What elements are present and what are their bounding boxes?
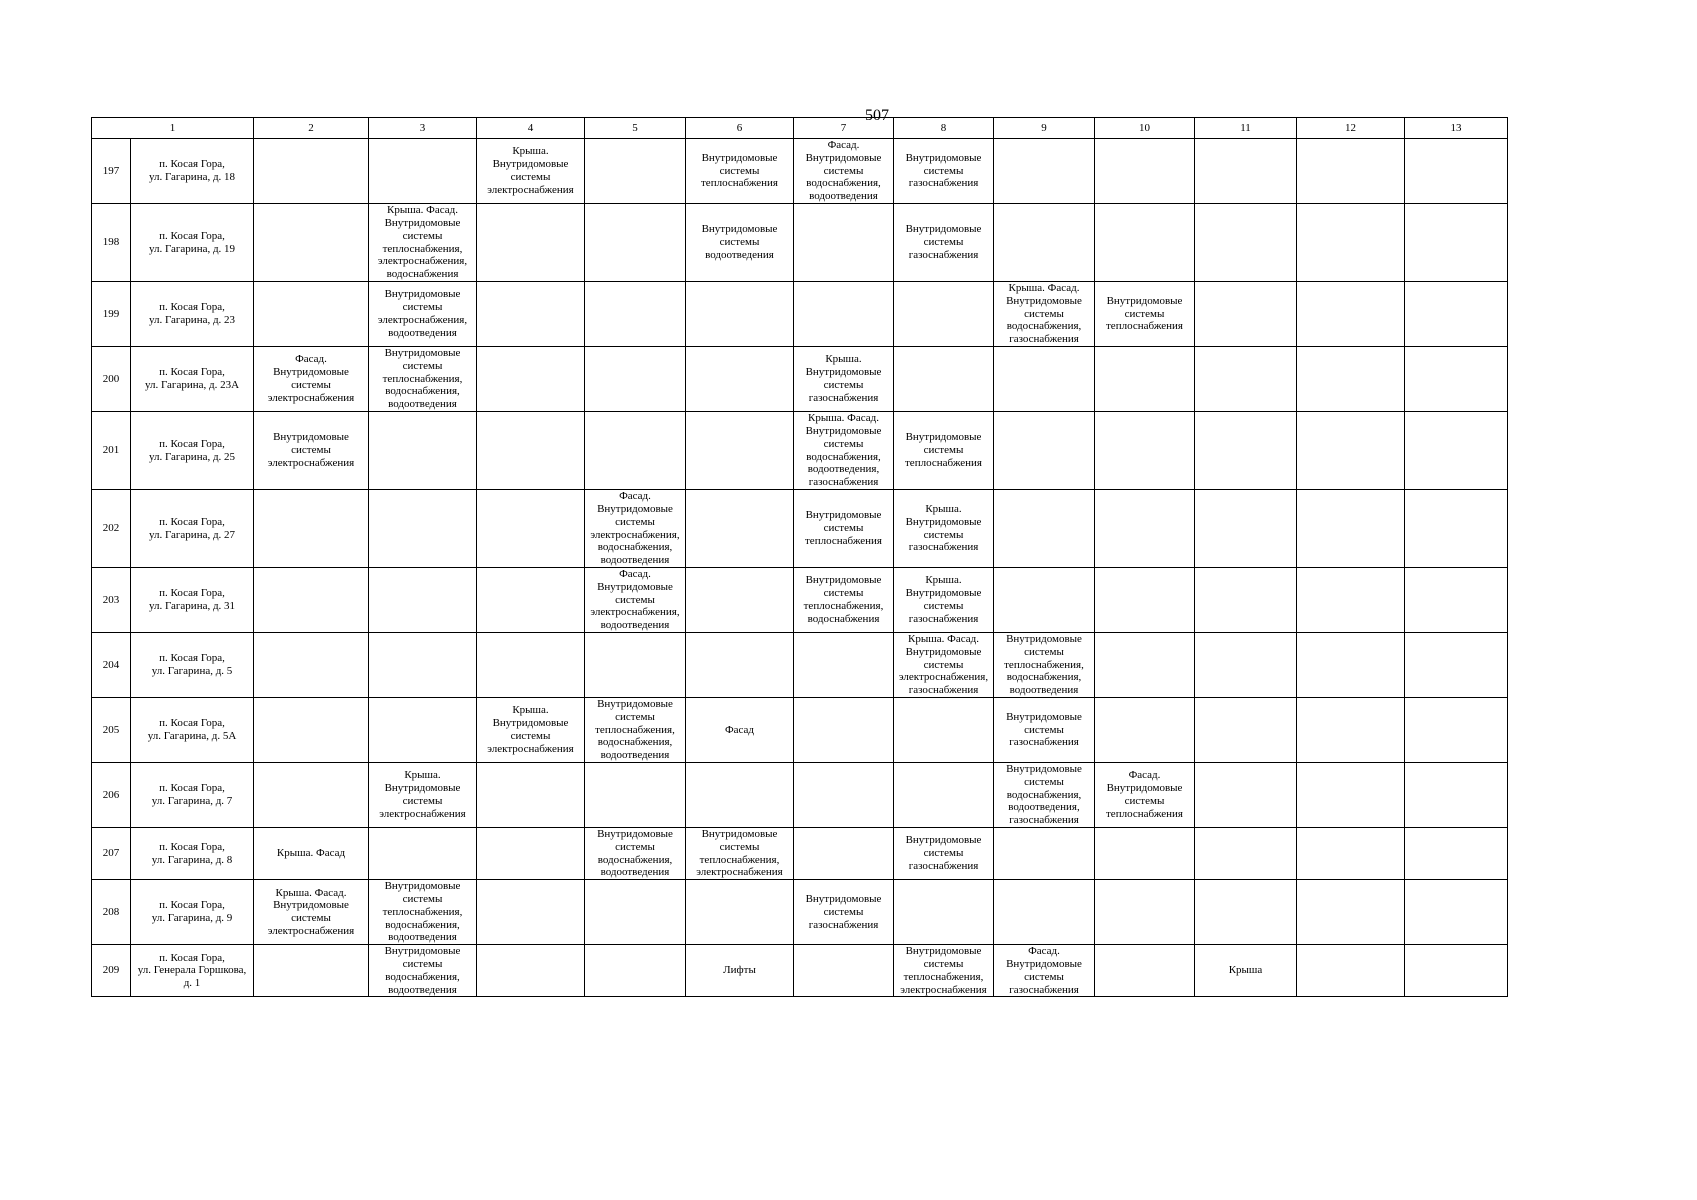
row-number-cell: 201: [92, 412, 131, 490]
work-type-cell: [585, 139, 686, 204]
work-type-cell: Фасад. Внутридомовые системы теплоснабжения: [1095, 763, 1195, 828]
table-row: [92, 828, 1508, 880]
work-type-cell: [1405, 568, 1508, 633]
work-type-cell: [1297, 828, 1405, 880]
work-type-cell: [1095, 139, 1195, 204]
table-row: [92, 698, 1508, 763]
work-type-cell: [1297, 412, 1405, 490]
work-type-cell: [994, 490, 1095, 568]
address-cell: п. Косая Гора, ул. Гагарина, д. 18: [131, 139, 254, 204]
work-type-cell: [1405, 204, 1508, 282]
work-type-cell: [1195, 880, 1297, 945]
work-type-cell: [686, 633, 794, 698]
column-number-cell: 11: [1195, 118, 1297, 139]
work-type-cell: [994, 139, 1095, 204]
work-type-cell: [1095, 347, 1195, 412]
work-type-cell: Крыша. Фасад. Внутридомовые системы водоснабжения, водоотведения, газоснабжения: [794, 412, 894, 490]
work-type-cell: Фасад. Внутридомовые системы газоснабжения: [994, 945, 1095, 997]
work-type-cell: Внутридомовые системы теплоснабжения, водоснабжения, водоотведения: [369, 880, 477, 945]
work-type-cell: [369, 490, 477, 568]
column-number-cell: 9: [994, 118, 1095, 139]
work-type-cell: [794, 698, 894, 763]
work-type-cell: [686, 568, 794, 633]
work-type-cell: [1195, 139, 1297, 204]
work-type-cell: Внутридомовые системы теплоснабжения, водоснабжения, водоотведения: [585, 698, 686, 763]
work-type-cell: [794, 828, 894, 880]
work-type-cell: [585, 412, 686, 490]
work-type-cell: [1405, 763, 1508, 828]
work-type-cell: [794, 763, 894, 828]
work-type-cell: [369, 412, 477, 490]
table-row: [92, 282, 1508, 347]
work-type-cell: [1195, 347, 1297, 412]
work-type-cell: [1095, 698, 1195, 763]
work-type-cell: Внутридомовые системы водоснабжения, водоотведения: [369, 945, 477, 997]
work-type-cell: Крыша. Внутридомовые системы газоснабжения: [794, 347, 894, 412]
address-cell: п. Косая Гора, ул. Гагарина, д. 19: [131, 204, 254, 282]
work-type-cell: [254, 490, 369, 568]
work-type-cell: [477, 412, 585, 490]
table-row: [92, 633, 1508, 698]
work-type-cell: [1405, 828, 1508, 880]
work-type-cell: [994, 204, 1095, 282]
address-cell: п. Косая Гора, ул. Генерала Горшкова, д. 1: [131, 945, 254, 997]
work-type-cell: Фасад. Внутридомовые системы электроснабжения: [254, 347, 369, 412]
row-number-cell: 209: [92, 945, 131, 997]
address-cell: п. Косая Гора, ул. Гагарина, д. 25: [131, 412, 254, 490]
work-type-cell: [1195, 698, 1297, 763]
address-cell: п. Косая Гора, ул. Гагарина, д. 9: [131, 880, 254, 945]
work-type-cell: [254, 568, 369, 633]
work-type-cell: [1297, 347, 1405, 412]
work-type-cell: [477, 490, 585, 568]
work-type-cell: [369, 633, 477, 698]
work-type-cell: [1405, 880, 1508, 945]
work-type-cell: [369, 698, 477, 763]
address-cell: п. Косая Гора, ул. Гагарина, д. 23А: [131, 347, 254, 412]
column-number-cell: 8: [894, 118, 994, 139]
work-type-cell: [1405, 412, 1508, 490]
work-type-cell: Внутридомовые системы теплоснабжения: [1095, 282, 1195, 347]
work-type-cell: Фасад: [686, 698, 794, 763]
row-number-cell: 206: [92, 763, 131, 828]
work-type-cell: [1195, 828, 1297, 880]
table-body: [92, 118, 1508, 997]
work-type-cell: Крыша. Внутридомовые системы электроснабжения: [477, 698, 585, 763]
work-type-cell: [686, 282, 794, 347]
work-type-cell: [477, 347, 585, 412]
work-type-cell: [254, 763, 369, 828]
work-type-cell: [254, 945, 369, 997]
work-type-cell: [1195, 633, 1297, 698]
work-type-cell: [1095, 568, 1195, 633]
work-type-cell: Внутридомовые системы водоснабжения, водоотведения, газоснабжения: [994, 763, 1095, 828]
work-type-cell: [477, 633, 585, 698]
row-number-cell: 199: [92, 282, 131, 347]
column-number-cell: 2: [254, 118, 369, 139]
work-type-cell: Внутридомовые системы газоснабжения: [894, 204, 994, 282]
work-type-cell: [1095, 204, 1195, 282]
table-row: [92, 412, 1508, 490]
work-type-cell: Внутридомовые системы газоснабжения: [794, 880, 894, 945]
work-type-cell: [585, 204, 686, 282]
work-type-cell: [1405, 282, 1508, 347]
work-type-cell: [1297, 568, 1405, 633]
work-type-cell: [585, 282, 686, 347]
work-type-cell: [1195, 490, 1297, 568]
column-number-cell: 7: [794, 118, 894, 139]
work-type-cell: Крыша. Внутридомовые системы газоснабжения: [894, 568, 994, 633]
work-type-cell: Крыша. Фасад. Внутридомовые системы электроснабжения, газоснабжения: [894, 633, 994, 698]
work-type-cell: Крыша. Фасад: [254, 828, 369, 880]
row-number-cell: 200: [92, 347, 131, 412]
work-type-cell: Внутридомовые системы теплоснабжения, электроснабжения: [686, 828, 794, 880]
work-type-cell: [1095, 880, 1195, 945]
row-number-cell: 202: [92, 490, 131, 568]
work-type-cell: [1297, 698, 1405, 763]
row-number-cell: 203: [92, 568, 131, 633]
work-type-cell: [794, 633, 894, 698]
work-type-cell: [254, 204, 369, 282]
address-cell: п. Косая Гора, ул. Гагарина, д. 5: [131, 633, 254, 698]
work-type-cell: [686, 880, 794, 945]
table-row: [92, 880, 1508, 945]
work-type-cell: [1297, 282, 1405, 347]
work-type-cell: Лифты: [686, 945, 794, 997]
work-type-cell: [994, 412, 1095, 490]
work-type-cell: Внутридомовые системы водоотведения: [686, 204, 794, 282]
work-type-cell: [1405, 945, 1508, 997]
work-type-cell: [477, 828, 585, 880]
table-row: [92, 568, 1508, 633]
work-type-cell: [477, 880, 585, 945]
address-cell: п. Косая Гора, ул. Гагарина, д. 7: [131, 763, 254, 828]
work-type-cell: [1405, 698, 1508, 763]
table-row: [92, 347, 1508, 412]
row-number-cell: 204: [92, 633, 131, 698]
work-type-cell: [994, 347, 1095, 412]
work-type-cell: Внутридомовые системы теплоснабжения, водоснабжения, водоотведения: [994, 633, 1095, 698]
work-type-cell: Фасад. Внутридомовые системы электроснабжения, водоснабжения, водоотведения: [585, 490, 686, 568]
work-type-cell: Крыша. Внутридомовые системы газоснабжения: [894, 490, 994, 568]
work-type-cell: [1297, 204, 1405, 282]
building-repair-table: [91, 117, 1508, 997]
work-type-cell: [477, 763, 585, 828]
work-type-cell: [254, 282, 369, 347]
work-type-cell: [686, 490, 794, 568]
address-cell: п. Косая Гора, ул. Гагарина, д. 27: [131, 490, 254, 568]
work-type-cell: [1095, 633, 1195, 698]
work-type-cell: [794, 204, 894, 282]
work-type-cell: [1297, 633, 1405, 698]
work-type-cell: [254, 698, 369, 763]
work-type-cell: [585, 763, 686, 828]
work-type-cell: [894, 763, 994, 828]
page-number: 507: [865, 107, 889, 124]
work-type-cell: [254, 633, 369, 698]
table-row: [92, 204, 1508, 282]
work-type-cell: [477, 945, 585, 997]
work-type-cell: [477, 204, 585, 282]
address-cell: п. Косая Гора, ул. Гагарина, д. 23: [131, 282, 254, 347]
row-number-cell: 208: [92, 880, 131, 945]
column-number-cell: 13: [1405, 118, 1508, 139]
work-type-cell: [1195, 282, 1297, 347]
work-type-cell: [1195, 412, 1297, 490]
work-type-cell: [994, 880, 1095, 945]
work-type-cell: [686, 763, 794, 828]
column-number-cell: 6: [686, 118, 794, 139]
work-type-cell: Внутридомовые системы газоснабжения: [994, 698, 1095, 763]
work-type-cell: Внутридомовые системы теплоснабжения: [686, 139, 794, 204]
work-type-cell: [1095, 412, 1195, 490]
address-cell: п. Косая Гора, ул. Гагарина, д. 8: [131, 828, 254, 880]
column-number-cell: 4: [477, 118, 585, 139]
work-type-cell: Внутридомовые системы электроснабжения, водоотведения: [369, 282, 477, 347]
work-type-cell: [254, 139, 369, 204]
work-type-cell: [686, 412, 794, 490]
row-number-cell: 197: [92, 139, 131, 204]
table-row: [92, 490, 1508, 568]
work-type-cell: Внутридомовые системы теплоснабжения, водоснабжения: [794, 568, 894, 633]
work-type-cell: [369, 828, 477, 880]
work-type-cell: [1405, 633, 1508, 698]
table-row: [92, 763, 1508, 828]
work-type-cell: [894, 347, 994, 412]
work-type-cell: [1195, 763, 1297, 828]
work-type-cell: Внутридомовые системы водоснабжения, водоотведения: [585, 828, 686, 880]
work-type-cell: Внутридомовые системы газоснабжения: [894, 139, 994, 204]
work-type-cell: [585, 347, 686, 412]
work-type-cell: Крыша. Фасад. Внутридомовые системы электроснабжения: [254, 880, 369, 945]
work-type-cell: [794, 282, 894, 347]
work-type-cell: Внутридомовые системы газоснабжения: [894, 828, 994, 880]
work-type-cell: Крыша. Внутридомовые системы электроснабжения: [369, 763, 477, 828]
work-type-cell: [994, 568, 1095, 633]
row-number-cell: 205: [92, 698, 131, 763]
column-number-cell: 1: [92, 118, 254, 139]
work-type-cell: [1195, 568, 1297, 633]
work-type-cell: [794, 945, 894, 997]
column-number-cell: 3: [369, 118, 477, 139]
work-type-cell: [477, 282, 585, 347]
address-cell: п. Косая Гора, ул. Гагарина, д. 5А: [131, 698, 254, 763]
work-type-cell: [1297, 880, 1405, 945]
column-number-cell: 5: [585, 118, 686, 139]
work-type-cell: Внутридомовые системы теплоснабжения, электроснабжения: [894, 945, 994, 997]
work-type-cell: [1405, 139, 1508, 204]
work-type-cell: [1297, 490, 1405, 568]
work-type-cell: [477, 568, 585, 633]
work-type-cell: Внутридомовые системы электроснабжения: [254, 412, 369, 490]
work-type-cell: Крыша. Внутридомовые системы электроснабжения: [477, 139, 585, 204]
work-type-cell: [686, 347, 794, 412]
work-type-cell: [369, 139, 477, 204]
table-row: [92, 139, 1508, 204]
work-type-cell: [1195, 204, 1297, 282]
work-type-cell: Внутридомовые системы теплоснабжения: [894, 412, 994, 490]
work-type-cell: [894, 698, 994, 763]
column-number-cell: 10: [1095, 118, 1195, 139]
column-number-row: [92, 118, 1508, 139]
work-type-cell: [585, 880, 686, 945]
table-row: [92, 945, 1508, 997]
work-type-cell: [1297, 139, 1405, 204]
work-type-cell: [1095, 490, 1195, 568]
work-type-cell: Внутридомовые системы теплоснабжения, водоснабжения, водоотведения: [369, 347, 477, 412]
work-type-cell: [1095, 945, 1195, 997]
work-type-cell: [585, 633, 686, 698]
column-number-cell: 12: [1297, 118, 1405, 139]
work-type-cell: [1405, 347, 1508, 412]
address-cell: п. Косая Гора, ул. Гагарина, д. 31: [131, 568, 254, 633]
work-type-cell: Крыша. Фасад. Внутридомовые системы водоснабжения, газоснабжения: [994, 282, 1095, 347]
work-type-cell: [1405, 490, 1508, 568]
work-type-cell: Крыша. Фасад. Внутридомовые системы теплоснабжения, электроснабжения, водоснабжения: [369, 204, 477, 282]
work-type-cell: [1095, 828, 1195, 880]
work-type-cell: Фасад. Внутридомовые системы электроснабжения, водоотведения: [585, 568, 686, 633]
work-type-cell: [894, 880, 994, 945]
work-type-cell: [894, 282, 994, 347]
work-type-cell: [1297, 945, 1405, 997]
work-type-cell: Внутридомовые системы теплоснабжения: [794, 490, 894, 568]
work-type-cell: Фасад. Внутридомовые системы водоснабжения, водоотведения: [794, 139, 894, 204]
work-type-cell: Крыша: [1195, 945, 1297, 997]
work-type-cell: [1297, 763, 1405, 828]
work-type-cell: [369, 568, 477, 633]
row-number-cell: 198: [92, 204, 131, 282]
work-type-cell: [994, 828, 1095, 880]
work-type-cell: [585, 945, 686, 997]
row-number-cell: 207: [92, 828, 131, 880]
